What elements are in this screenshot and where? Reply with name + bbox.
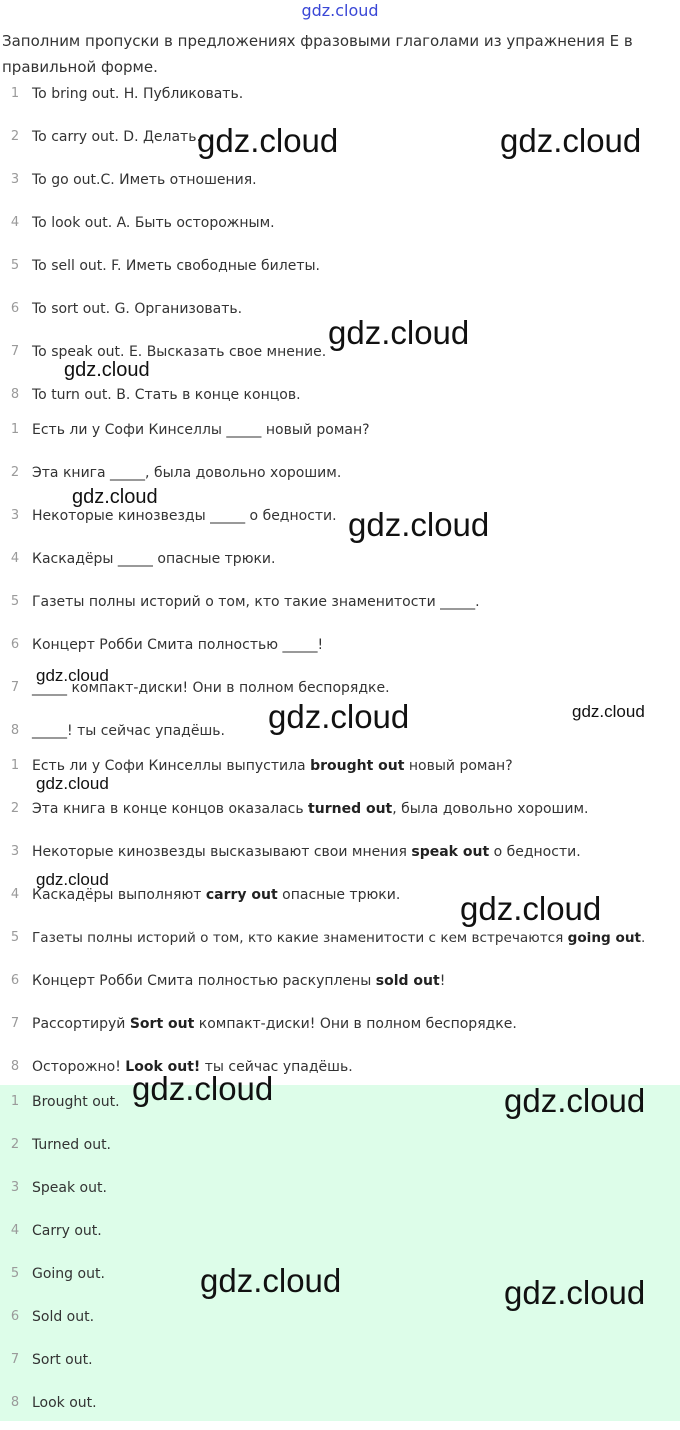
watermark: gdz.cloud bbox=[36, 774, 109, 793]
item-text: Каскадёры выполняют carry out опасные трюки. bbox=[32, 887, 401, 903]
item-number: 8 bbox=[10, 1059, 20, 1074]
list-item bbox=[0, 836, 680, 879]
item-number: 1 bbox=[10, 758, 20, 773]
item-text: To look out. A. Быть осторожным. bbox=[32, 215, 275, 231]
item-text: Газеты полны историй о том, кто такие знаменитости _____. bbox=[32, 594, 480, 610]
list-item bbox=[0, 457, 680, 500]
item-number: 3 bbox=[10, 172, 20, 187]
item-number: 6 bbox=[10, 637, 20, 652]
answer-text: Carry out. bbox=[32, 1223, 102, 1239]
item-number: 2 bbox=[10, 465, 20, 480]
phrasal-verb: brought out bbox=[310, 758, 405, 774]
item-number: 2 bbox=[10, 129, 20, 144]
item-text: Некоторые кинозвезды _____ о бедности. bbox=[32, 508, 337, 524]
answer-item bbox=[0, 1172, 680, 1215]
item-text: Рассортируй Sort out компакт-диски! Они в полном беспорядке. bbox=[32, 1016, 517, 1032]
item-text: To speak out. E. Высказать свое мнение. bbox=[32, 344, 327, 360]
phrasal-verb: Sort out bbox=[129, 1016, 195, 1032]
list-item bbox=[0, 879, 680, 922]
answer-item bbox=[0, 1129, 680, 1172]
watermark: gdz.cloud bbox=[500, 122, 642, 159]
list-item bbox=[0, 414, 680, 457]
answer-item bbox=[0, 1086, 680, 1129]
item-text: Есть ли у Софи Кинселлы _____ новый роман? bbox=[32, 422, 370, 438]
item-text: To bring out. H. Публиковать. bbox=[32, 86, 244, 102]
item-number: 4 bbox=[10, 551, 20, 566]
phrasal-verb: speak out bbox=[411, 844, 490, 860]
list-item bbox=[0, 207, 680, 250]
watermark: gdz.cloud bbox=[36, 870, 109, 889]
item-number: 7 bbox=[10, 680, 20, 695]
phrasal-verb: sold out bbox=[375, 973, 440, 989]
list-item bbox=[0, 336, 680, 379]
item-text: _____ компакт-диски! Они в полном беспорядке. bbox=[32, 680, 390, 696]
list-item bbox=[0, 500, 680, 543]
item-text: Концерт Робби Смита полностью _____! bbox=[32, 637, 324, 653]
watermark: gdz.cloud bbox=[348, 506, 490, 543]
list-item bbox=[0, 672, 680, 715]
answer-item bbox=[0, 1387, 680, 1430]
item-number: 3 bbox=[10, 844, 20, 859]
item-text: _____! ты сейчас упадёшь. bbox=[32, 723, 225, 739]
list-item bbox=[0, 586, 680, 629]
item-text: Эта книга _____, была довольно хорошим. bbox=[32, 465, 342, 481]
item-number: 5 bbox=[10, 258, 20, 273]
watermark: gdz.cloud bbox=[72, 486, 158, 508]
list-item bbox=[0, 793, 680, 836]
answer-text: Sold out. bbox=[32, 1309, 95, 1325]
item-number: 1 bbox=[10, 1094, 20, 1109]
item-number: 4 bbox=[10, 887, 20, 902]
phrasal-verb: turned out bbox=[308, 801, 393, 817]
intro-text: Заполним пропуски в предложениях фразовыми глаголами из упражнения E в правильной форме. bbox=[2, 32, 633, 76]
list-item bbox=[0, 1008, 680, 1051]
item-number: 4 bbox=[10, 215, 20, 230]
watermark: gdz.cloud bbox=[36, 666, 109, 685]
answer-item bbox=[0, 1258, 680, 1301]
item-number: 7 bbox=[10, 1352, 20, 1367]
list-item bbox=[0, 78, 680, 121]
list-item bbox=[0, 750, 680, 793]
phrasal-verb: going out bbox=[567, 930, 641, 946]
item-text: Каскадёры _____ опасные трюки. bbox=[32, 551, 276, 567]
item-number: 6 bbox=[10, 973, 20, 988]
answer-text: Brought out. bbox=[32, 1094, 120, 1110]
item-number: 3 bbox=[10, 1180, 20, 1195]
answer-text: Sort out. bbox=[32, 1352, 93, 1368]
phrasal-verb: carry out bbox=[205, 887, 278, 903]
watermark: gdz.cloud bbox=[132, 1070, 274, 1107]
item-text: Есть ли у Софи Кинселлы выпустила brought out новый роман? bbox=[32, 758, 513, 774]
item-text: Некоторые кинозвезды высказывают свои мнения speak out о бедности. bbox=[32, 844, 581, 860]
list-item bbox=[0, 293, 680, 336]
watermark: gdz.cloud bbox=[572, 702, 645, 721]
list-item bbox=[0, 164, 680, 207]
item-text: Эта книга в конце концов оказалась turned out, была довольно хорошим. bbox=[32, 801, 589, 817]
list-item bbox=[0, 121, 680, 164]
watermark: gdz.cloud bbox=[64, 359, 150, 381]
watermark: gdz.cloud bbox=[504, 1274, 646, 1311]
site-title[interactable]: gdz.cloud bbox=[301, 1, 379, 20]
item-number: 7 bbox=[10, 1016, 20, 1031]
item-number: 5 bbox=[10, 930, 20, 945]
item-number: 7 bbox=[10, 344, 20, 359]
item-text: To sort out. G. Организовать. bbox=[32, 301, 243, 317]
item-text: Концерт Робби Смита полностью раскуплены sold out! bbox=[32, 973, 446, 989]
answer-text: Look out. bbox=[32, 1395, 97, 1411]
item-number: 8 bbox=[10, 723, 20, 738]
watermark: gdz.cloud bbox=[268, 698, 410, 735]
item-number: 6 bbox=[10, 1309, 20, 1324]
item-text: To sell out. F. Иметь свободные билеты. bbox=[32, 258, 320, 274]
item-number: 6 bbox=[10, 301, 20, 316]
answer-item bbox=[0, 1301, 680, 1344]
item-number: 2 bbox=[10, 801, 20, 816]
item-number: 1 bbox=[10, 422, 20, 437]
item-text: To turn out. B. Стать в конце концов. bbox=[32, 387, 301, 403]
answer-text: Going out. bbox=[32, 1266, 105, 1282]
watermark: gdz.cloud bbox=[504, 1082, 646, 1119]
item-text: To carry out. D. Делать. bbox=[32, 129, 201, 145]
item-text: Осторожно! Look out! ты сейчас упадёшь. bbox=[32, 1059, 353, 1075]
item-number: 5 bbox=[10, 594, 20, 609]
item-number: 2 bbox=[10, 1137, 20, 1152]
phrasal-verb: Look out! bbox=[125, 1059, 201, 1075]
list-item bbox=[0, 543, 680, 586]
watermark: gdz.cloud bbox=[460, 890, 602, 927]
item-number: 8 bbox=[10, 1395, 20, 1410]
item-number: 5 bbox=[10, 1266, 20, 1281]
list-item bbox=[0, 965, 680, 1008]
item-number: 1 bbox=[10, 86, 20, 101]
list-item bbox=[0, 250, 680, 293]
watermark: gdz.cloud bbox=[197, 122, 339, 159]
answer-text: Turned out. bbox=[32, 1137, 112, 1153]
watermark: gdz.cloud bbox=[328, 314, 470, 351]
answer-text: Speak out. bbox=[32, 1180, 107, 1196]
list-item bbox=[0, 629, 680, 672]
item-number: 8 bbox=[10, 387, 20, 402]
list-item bbox=[0, 922, 680, 965]
item-text: To go out.C. Иметь отношения. bbox=[32, 172, 257, 188]
answer-item bbox=[0, 1344, 680, 1387]
item-number: 3 bbox=[10, 508, 20, 523]
watermark: gdz.cloud bbox=[200, 1262, 342, 1299]
answer-item bbox=[0, 1215, 680, 1258]
item-number: 4 bbox=[10, 1223, 20, 1238]
item-text: Газеты полны историй о том, кто какие знаменитости с кем встречаются going out. bbox=[32, 930, 646, 946]
